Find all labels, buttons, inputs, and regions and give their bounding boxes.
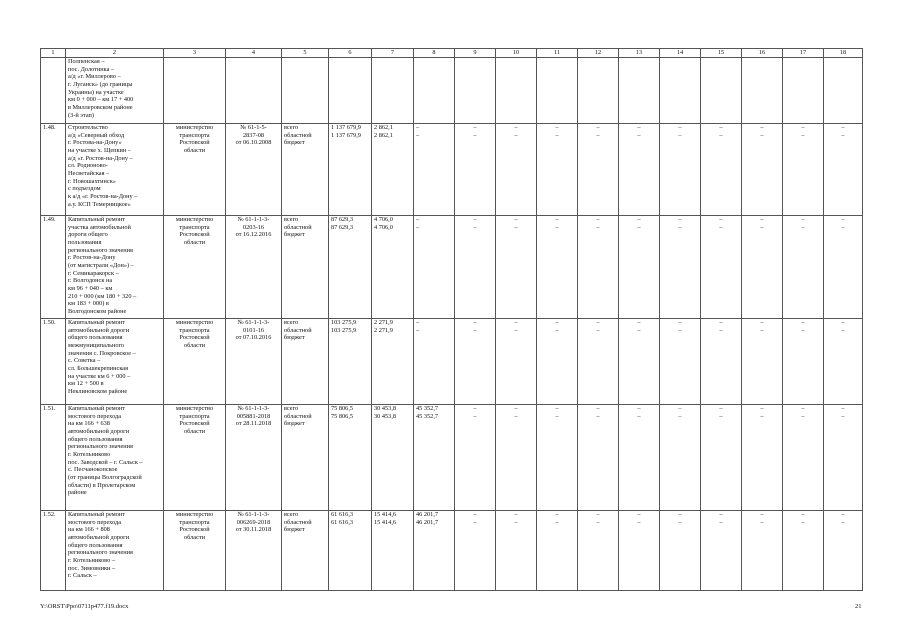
empty-dash: – [555, 124, 559, 131]
year-amount-17 [783, 511, 824, 591]
funding-source-value: областной бюджет [284, 518, 312, 534]
year-amount-15 [701, 319, 742, 405]
empty-dash: – [637, 518, 641, 526]
year-amount-13 [619, 405, 660, 511]
empty-dash: – [596, 326, 600, 334]
total-amount-value: 103 275,9 [331, 326, 357, 334]
year-amount-14 [660, 124, 701, 216]
empty-dash: – [678, 124, 682, 131]
funding-source-value: всего [284, 319, 299, 326]
responsible-agency: министерство транспорта Ростовской области [164, 405, 226, 511]
row-number: 1.50. [41, 319, 66, 405]
empty-dash: – [637, 511, 641, 518]
file-path: Y:\ORST\Ppo\0711p477.f19.docx [40, 603, 129, 610]
empty-dash: – [473, 405, 477, 412]
row-number: 1.48. [41, 124, 66, 216]
empty-dash: – [841, 405, 845, 412]
empty-dash: – [801, 131, 805, 139]
row-number: 1.51. [41, 405, 66, 511]
empty-dash: – [841, 223, 845, 231]
year-amount-15 [701, 124, 742, 216]
funding-source-value: всего [284, 511, 299, 518]
total-amount-value: 75 806,5 [331, 405, 354, 412]
funding-source-value: всего [284, 216, 299, 223]
empty-dash: – [678, 216, 682, 223]
year-amount-12 [578, 319, 619, 405]
year-amount-15 [701, 405, 742, 511]
empty-dash: – [719, 131, 723, 139]
empty-dash: – [637, 131, 641, 139]
document-reference: № 61-1-1-3- 0101-16 от 07.10.2016 [226, 319, 282, 405]
object-description: Капитальный ремонт автомобильной дороги общего пользования межмуниципального значения с. Покровское – с. Советка – сл. Большекрепинская на участке км 6 + 000 – км 12 + 500 в Неклиновском районе [66, 319, 164, 405]
object-description: Капитальный ремонт мостового перехода на км 166 + 638 автомобильной дороги общего пользования регионального значения г. Котельниково пос. Заводской – г. Сальск – с. Песчанокопское (от границы Волгоградской области) в Пролетарском районе [66, 405, 164, 511]
empty-dash: – [841, 518, 845, 526]
empty-dash: – [719, 405, 723, 412]
total-amount [329, 216, 372, 319]
year-amount-8-value: 45 352,7 [416, 405, 439, 412]
empty-dash: – [473, 223, 477, 231]
year-amount-17 [783, 216, 824, 319]
empty-dash: – [678, 131, 682, 139]
year-amount-7-value: 15 414,6 [374, 518, 397, 526]
total-amount-value: 75 806,5 [331, 412, 354, 420]
empty-dash: – [801, 511, 805, 518]
table-row [41, 511, 863, 591]
object-description: Полпенская – пос. Долотинка – а/д «г. Миллерово – г. Луганск» (до границы Украины) на участке км 0 + 000 – км 17 + 400 в Миллеровском районе (3-й этап) [66, 58, 164, 124]
empty-dash: – [760, 326, 764, 334]
year-amount-17 [783, 405, 824, 511]
year-amount-17 [783, 124, 824, 216]
empty-dash: – [596, 405, 600, 412]
total-amount [329, 124, 372, 216]
empty-dash: – [514, 326, 518, 334]
document-reference: № 61-1-5- 2837-08 от 06.10.2008 [226, 124, 282, 216]
continuation-row [41, 58, 863, 124]
year-amount-7 [372, 319, 414, 405]
empty-dash: – [801, 326, 805, 334]
funding-source-value: областной бюджет [284, 223, 312, 239]
column-number: 5 [282, 49, 329, 58]
year-amount-8-value: – [416, 223, 420, 231]
year-amount-7-value: 30 453,8 [374, 412, 397, 420]
empty-dash: – [596, 131, 600, 139]
empty-dash: – [760, 223, 764, 231]
year-amount-16 [742, 216, 783, 319]
total-amount-value: 1 137 679,9 [331, 124, 361, 131]
empty-dash: – [841, 326, 845, 334]
column-number: 2 [66, 49, 164, 58]
table-row [41, 405, 863, 511]
empty-dash: – [719, 511, 723, 518]
total-amount-value: 61 616,3 [331, 511, 354, 518]
year-amount-8 [414, 511, 455, 591]
row-number: 1.49. [41, 216, 66, 319]
year-amount-7-value: 4 706,0 [374, 216, 393, 223]
empty-dash: – [555, 405, 559, 412]
year-amount-8 [414, 216, 455, 319]
year-amount-11 [537, 511, 578, 591]
empty-dash: – [841, 412, 845, 420]
total-amount-value: 1 137 679,9 [331, 131, 361, 139]
total-amount [329, 319, 372, 405]
empty-dash: – [841, 319, 845, 326]
year-amount-18 [824, 511, 863, 591]
funding-source-value: всего [284, 405, 299, 412]
year-amount-13 [619, 319, 660, 405]
year-amount-15 [701, 511, 742, 591]
column-number: 10 [496, 49, 537, 58]
responsible-agency: министерство транспорта Ростовской области [164, 216, 226, 319]
year-amount-7-value: 30 453,8 [374, 405, 397, 412]
empty-dash: – [637, 216, 641, 223]
program-table [40, 48, 863, 591]
empty-dash: – [596, 216, 600, 223]
funding-source [282, 124, 329, 216]
empty-dash: – [801, 124, 805, 131]
responsible-agency: министерство транспорта Ростовской области [164, 124, 226, 216]
empty-dash: – [473, 326, 477, 334]
year-amount-7-value: 2 271,9 [374, 319, 393, 326]
responsible-agency: министерство транспорта Ростовской области [164, 319, 226, 405]
object-description: Капитальный ремонт мостового перехода на км 166 + 808 автомобильной дороги общего пользования регионального значения г. Котельниково – пос. Зимовники – г. Сальск – [66, 511, 164, 591]
year-amount-16 [742, 511, 783, 591]
empty-dash: – [514, 124, 518, 131]
year-amount-8-value: – [416, 326, 420, 334]
row-number: 1.52. [41, 511, 66, 591]
year-amount-7 [372, 405, 414, 511]
year-amount-7-value: 2 271,9 [374, 326, 393, 334]
empty-dash: – [514, 319, 518, 326]
empty-dash: – [801, 412, 805, 420]
empty-dash: – [719, 223, 723, 231]
empty-dash: – [473, 124, 477, 131]
year-amount-17 [783, 319, 824, 405]
column-number-row [41, 49, 863, 58]
total-amount-value: 87 629,3 [331, 223, 354, 231]
empty-dash: – [596, 412, 600, 420]
empty-dash: – [719, 216, 723, 223]
empty-dash: – [678, 412, 682, 420]
empty-dash: – [473, 216, 477, 223]
empty-dash: – [596, 124, 600, 131]
empty-dash: – [637, 405, 641, 412]
year-amount-9 [455, 124, 496, 216]
year-amount-7-value: 2 862,1 [374, 124, 393, 131]
empty-dash: – [841, 131, 845, 139]
year-amount-7-value: 15 414,6 [374, 511, 397, 518]
empty-dash: – [760, 412, 764, 420]
year-amount-10 [496, 405, 537, 511]
empty-dash: – [841, 124, 845, 131]
empty-dash: – [801, 319, 805, 326]
empty-dash: – [841, 511, 845, 518]
total-amount-value: 61 616,3 [331, 518, 354, 526]
year-amount-8-value: – [416, 124, 420, 131]
table-row [41, 319, 863, 405]
empty-dash: – [678, 511, 682, 518]
year-amount-9 [455, 405, 496, 511]
year-amount-8 [414, 319, 455, 405]
year-amount-8-value: – [416, 319, 420, 326]
empty-dash: – [760, 131, 764, 139]
year-amount-13 [619, 124, 660, 216]
year-amount-8 [414, 405, 455, 511]
funding-source [282, 511, 329, 591]
column-number: 15 [701, 49, 742, 58]
document-reference: № 61-1-1-3- 006269-2018 от 30.11.2018 [226, 511, 282, 591]
year-amount-8-value: – [416, 131, 420, 139]
funding-source [282, 405, 329, 511]
empty-dash: – [678, 319, 682, 326]
year-amount-12 [578, 511, 619, 591]
empty-dash: – [760, 405, 764, 412]
column-number: 6 [329, 49, 372, 58]
empty-dash: – [760, 518, 764, 526]
funding-source [282, 319, 329, 405]
empty-dash: – [514, 223, 518, 231]
document-reference: № 61-1-1-3- 005881-2018 от 28.11.2018 [226, 405, 282, 511]
table-row [41, 216, 863, 319]
year-amount-11 [537, 124, 578, 216]
funding-source [282, 216, 329, 319]
year-amount-7-value: 4 706,0 [374, 223, 393, 231]
object-description: Строительство а/д «Северный обход г. Ростова-на-Дону» на участке х. Щепкин – а/д «г. Ростов-на-Дону – сл. Родионово- Несветайская – г. Новошахтинск» с подъездом к а/д «г. Ростов-на-Дону – а.у. КСП Темерницкое» [66, 124, 164, 216]
funding-source-value: всего [284, 124, 299, 131]
column-number: 1 [41, 49, 66, 58]
funding-source-value: областной бюджет [284, 412, 312, 428]
column-number: 18 [824, 49, 863, 58]
column-number: 4 [226, 49, 282, 58]
year-amount-16 [742, 124, 783, 216]
year-amount-10 [496, 511, 537, 591]
empty-dash: – [555, 326, 559, 334]
year-amount-8-value: 46 201,7 [416, 511, 439, 518]
year-amount-18 [824, 124, 863, 216]
empty-dash: – [637, 412, 641, 420]
empty-dash: – [555, 131, 559, 139]
empty-dash: – [555, 412, 559, 420]
empty-dash: – [596, 319, 600, 326]
empty-dash: – [555, 511, 559, 518]
empty-dash: – [555, 319, 559, 326]
funding-source-value: областной бюджет [284, 326, 312, 342]
empty-dash: – [841, 216, 845, 223]
empty-dash: – [801, 518, 805, 526]
total-amount [329, 511, 372, 591]
year-amount-11 [537, 405, 578, 511]
year-amount-14 [660, 405, 701, 511]
empty-dash: – [514, 412, 518, 420]
empty-dash: – [514, 131, 518, 139]
year-amount-7-value: 2 862,1 [374, 131, 393, 139]
year-amount-7 [372, 511, 414, 591]
year-amount-7 [372, 216, 414, 319]
empty-dash: – [678, 405, 682, 412]
table-row [41, 124, 863, 216]
year-amount-10 [496, 124, 537, 216]
year-amount-9 [455, 319, 496, 405]
year-amount-15 [701, 216, 742, 319]
column-number: 16 [742, 49, 783, 58]
empty-dash: – [473, 319, 477, 326]
empty-dash: – [678, 326, 682, 334]
year-amount-11 [537, 319, 578, 405]
total-amount [329, 405, 372, 511]
column-number: 7 [372, 49, 414, 58]
column-number: 17 [783, 49, 824, 58]
responsible-agency: министерство транспорта Ростовской области [164, 511, 226, 591]
year-amount-10 [496, 319, 537, 405]
column-number: 11 [537, 49, 578, 58]
empty-dash: – [514, 405, 518, 412]
column-number: 13 [619, 49, 660, 58]
year-amount-18 [824, 405, 863, 511]
empty-dash: – [555, 518, 559, 526]
year-amount-8 [414, 124, 455, 216]
empty-dash: – [801, 223, 805, 231]
year-amount-14 [660, 319, 701, 405]
year-amount-18 [824, 216, 863, 319]
column-number: 14 [660, 49, 701, 58]
year-amount-8-value: – [416, 216, 420, 223]
year-amount-9 [455, 511, 496, 591]
year-amount-12 [578, 216, 619, 319]
empty-dash: – [719, 518, 723, 526]
empty-dash: – [719, 319, 723, 326]
empty-dash: – [514, 216, 518, 223]
document-reference: № 61-1-1-3- 0203-16 от 16.12.2016 [226, 216, 282, 319]
empty-dash: – [719, 412, 723, 420]
column-number: 9 [455, 49, 496, 58]
empty-dash: – [637, 124, 641, 131]
object-description: Капитальный ремонт участка автомобильной дороги общего пользования регионального значения г. Ростов-на-Дону (от магистрали «Дон») – г. Семикаракорск – г. Волгодонск на км 96 + 040 – км 210 + 000 (км 180 + 320 – км 183 + 000) в Волгодонском районе [66, 216, 164, 319]
empty-dash: – [760, 124, 764, 131]
column-number: 8 [414, 49, 455, 58]
year-amount-12 [578, 124, 619, 216]
empty-dash: – [473, 131, 477, 139]
year-amount-13 [619, 216, 660, 319]
empty-dash: – [596, 511, 600, 518]
empty-dash: – [637, 223, 641, 231]
year-amount-14 [660, 216, 701, 319]
year-amount-13 [619, 511, 660, 591]
year-amount-16 [742, 405, 783, 511]
empty-dash: – [596, 518, 600, 526]
empty-dash: – [760, 319, 764, 326]
year-amount-16 [742, 319, 783, 405]
year-amount-8-value: 46 201,7 [416, 518, 439, 526]
empty-dash: – [719, 124, 723, 131]
empty-dash: – [801, 405, 805, 412]
total-amount-value: 103 275,9 [331, 319, 357, 326]
empty-dash: – [760, 511, 764, 518]
empty-dash: – [514, 511, 518, 518]
year-amount-7 [372, 124, 414, 216]
empty-dash: – [473, 412, 477, 420]
year-amount-10 [496, 216, 537, 319]
empty-dash: – [637, 326, 641, 334]
empty-dash: – [555, 216, 559, 223]
empty-dash: – [473, 511, 477, 518]
empty-dash: – [555, 223, 559, 231]
year-amount-18 [824, 319, 863, 405]
year-amount-12 [578, 405, 619, 511]
funding-source-value: областной бюджет [284, 131, 312, 147]
empty-dash: – [760, 216, 764, 223]
empty-dash: – [596, 223, 600, 231]
empty-dash: – [637, 319, 641, 326]
year-amount-11 [537, 216, 578, 319]
empty-dash: – [719, 326, 723, 334]
empty-dash: – [801, 216, 805, 223]
column-number: 12 [578, 49, 619, 58]
page-number: 21 [855, 603, 862, 610]
year-amount-9 [455, 216, 496, 319]
empty-dash: – [678, 518, 682, 526]
year-amount-14 [660, 511, 701, 591]
empty-dash: – [678, 223, 682, 231]
column-number: 3 [164, 49, 226, 58]
year-amount-8-value: 45 352,7 [416, 412, 439, 420]
empty-dash: – [514, 518, 518, 526]
empty-dash: – [473, 518, 477, 526]
total-amount-value: 87 629,3 [331, 216, 354, 223]
